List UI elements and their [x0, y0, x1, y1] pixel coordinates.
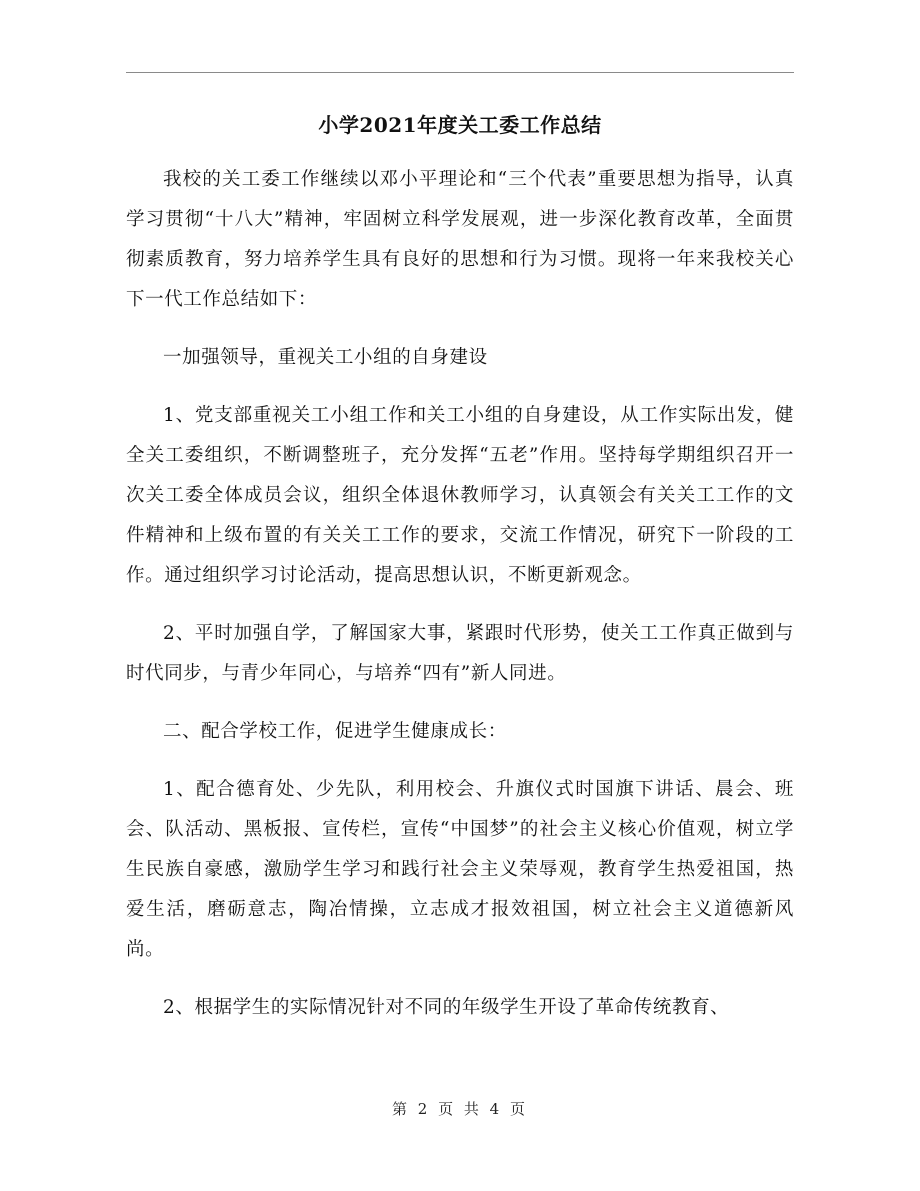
paragraph-1-1: 1、党支部重视关工小组工作和关工小组的自身建设，从工作实际出发，健全关工委组织，不断调整班子，充分发挥“五老”作用。坚持每学期组织召开一次关工委全体成员会议，组织全体退休教师学习，认真领会有关关工工作的文件精神和上级布置的有关关工工作的要求，交流工作情况，研究下一阶段的工作。通过组织学习讨论活动，提高思想认识，不断更新观念。: [126, 405, 794, 586]
paragraph-2-2: 2、根据学生的实际情况针对不同的年级学生开设了革命传统教育、: [163, 997, 730, 1018]
document-title: 小学2021年度关工委工作总结: [318, 113, 602, 137]
page-number: 第 2 页 共 4 页: [392, 1100, 528, 1118]
document-body: [126, 160, 794, 1028]
section-heading-2: 二、配合学校工作，促进学生健康成长：: [163, 721, 507, 742]
section-heading-1: 一加强领导，重视关工小组的自身建设: [163, 347, 488, 368]
header-rule: [126, 72, 794, 73]
paragraph-intro: 我校的关工委工作继续以邓小平理论和“三个代表”重要思想为指导，认真学习贯彻“十八大”精神，牢固树立科学发展观，进一步深化教育改革，全面贯彻素质教育，努力培养学生具有良好的思想和行为习惯。现将一年来我校关心下一代工作总结如下：: [126, 169, 794, 310]
paragraph-1-2: 2、平时加强自学，了解国家大事，紧跟时代形势，使关工工作真正做到与时代同步，与青少年同心，与培养“四有”新人同进。: [126, 623, 794, 684]
paragraph-2-1: 1、配合德育处、少先队，利用校会、升旗仪式时国旗下讲话、晨会、班会、队活动、黑板报、宣传栏，宣传“中国梦”的社会主义核心价值观，树立学生民族自豪感，激励学生学习和践行社会主义荣辱观，教育学生热爱祖国，热爱生活，磨砺意志，陶冶情操，立志成才报效祖国，树立社会主义道德新风尚。: [126, 779, 794, 960]
